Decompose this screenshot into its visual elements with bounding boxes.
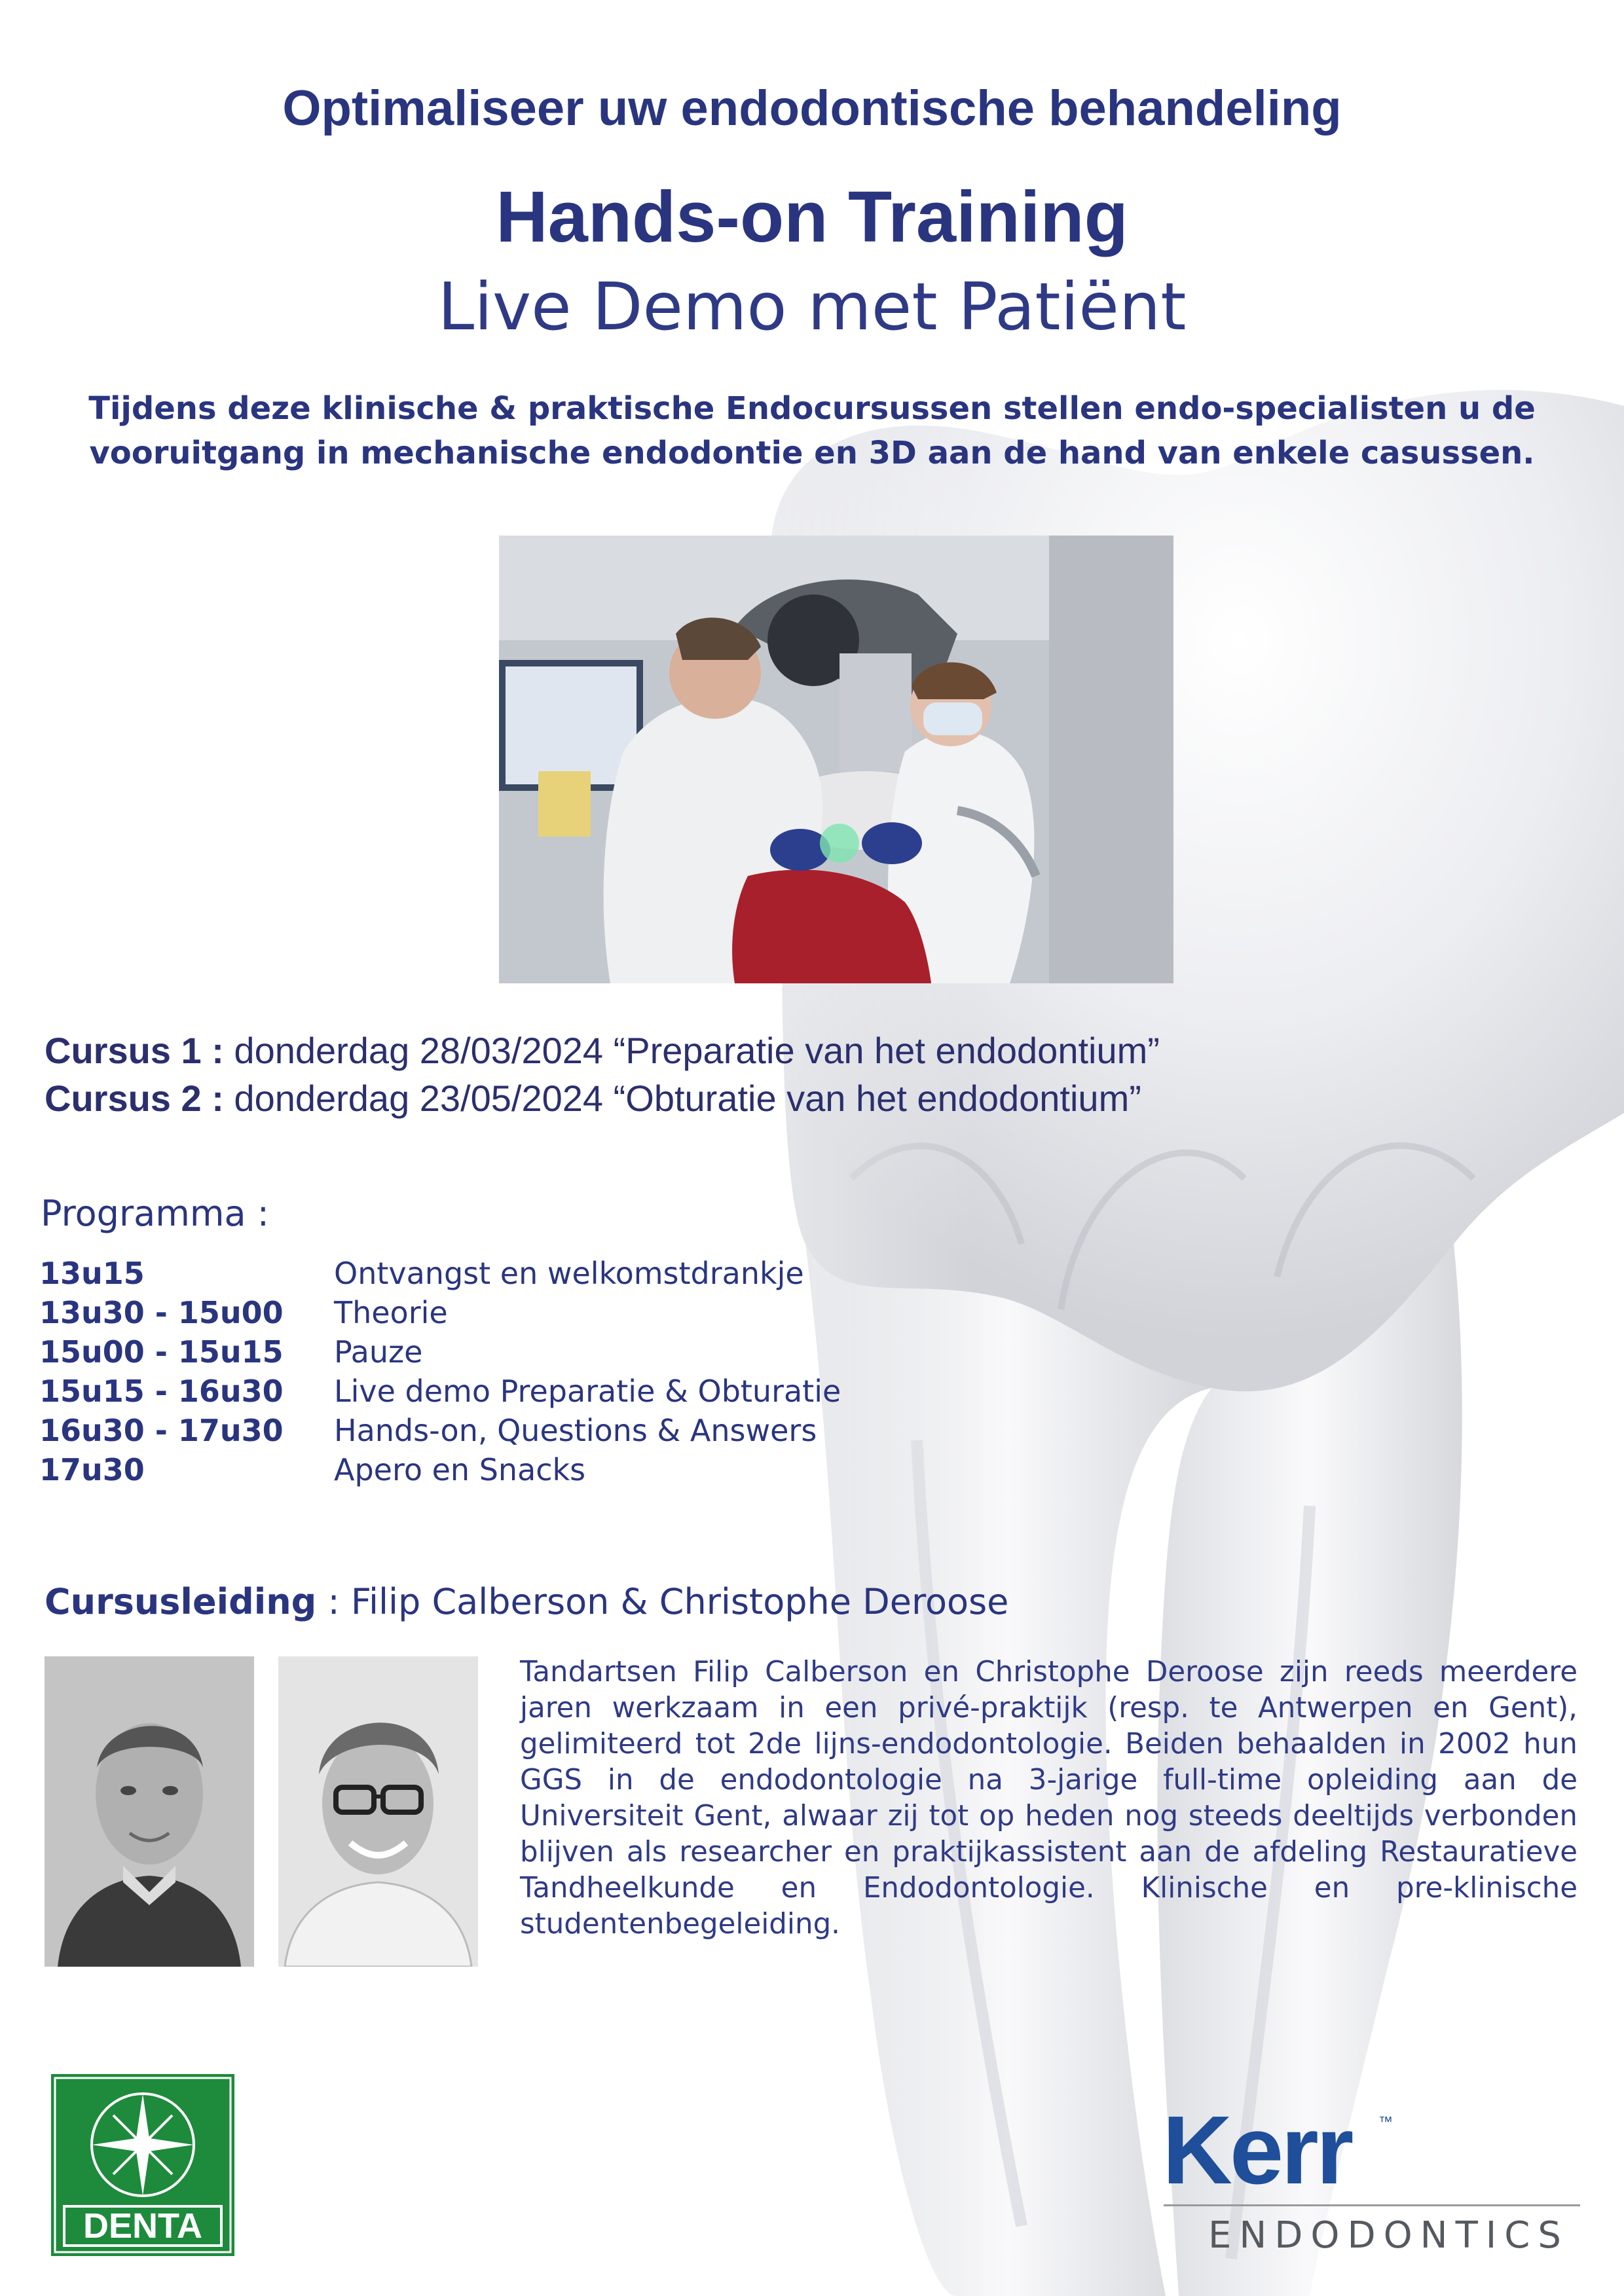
page-tagline: Live Demo met Patiënt (437, 268, 1187, 345)
denta-logo-text: DENTA (83, 2206, 202, 2246)
kerr-endodontics-logo (1162, 2096, 1581, 2259)
kerr-subtitle: ENDODONTICS (1208, 2214, 1569, 2257)
programma-activity: Pauze (334, 1334, 423, 1370)
intro-line-2: vooruitgang in mechanische endodontie en 3D aan de hand van enkele casussen. (89, 435, 1535, 471)
programma-time: 17u30 (39, 1452, 145, 1487)
course-leaders-label: Cursusleiding (45, 1581, 317, 1622)
programma-activity: Ontvangst en welkomstdrankje (334, 1256, 804, 1291)
clinical-demo-photo (499, 536, 1173, 983)
course-leaders-names: : Filip Calberson & Christophe Deroose (316, 1581, 1009, 1622)
programma-time: 16u30 - 17u30 (39, 1413, 284, 1448)
kerr-divider (1164, 2204, 1580, 2206)
page-title: Optimaliseer uw endodontische behandeling (282, 81, 1342, 136)
course-leaders (45, 1581, 1008, 1622)
course-1-label: Cursus 1 : (45, 1030, 224, 1071)
kerr-logo-text: Kerr (1162, 2096, 1352, 2204)
course-2-label: Cursus 2 : (45, 1078, 224, 1119)
denta-logo (51, 2074, 234, 2256)
programma-time: 13u15 (39, 1256, 145, 1291)
kerr-trademark: ™ (1378, 2113, 1393, 2130)
course-leaders-bio: Tandartsen Filip Calberson en Christophe Deroose zijn reeds meerdere jaren werkzaam in een privé-praktijk (resp. te Antwerpen en Gent), gelimiteerd tot 2de lijns-endodontologie. Beiden behaalden in 2002 hun GGS in de endodontologie na 3-jarige full-time opleiding aan de Universiteit Gent, alwaar zij tot op heden nog steeds deeltijds verbonden blijven als researcher en praktijkassistent aan de afdeling Restauratieve Tandheelkunde en Endodontologie. Klinische en pre-klinische studentenbegeleiding. (520, 1656, 1578, 1941)
intro-line-1: Tijdens deze klinische & praktische Endocursussen stellen endo-specialisten u de (88, 390, 1536, 427)
programma-time: 13u30 - 15u00 (39, 1295, 284, 1330)
course-1 (45, 1029, 1160, 1072)
portrait-filip-calberson (45, 1656, 254, 1967)
course-1-text: donderdag 28/03/2024 “Preparatie van het endodontium” (223, 1030, 1160, 1071)
intro-paragraph (72, 386, 1552, 475)
programma-activity: Apero en Snacks (334, 1452, 586, 1487)
programma-time: 15u00 - 15u15 (39, 1334, 284, 1370)
programma-activity: Hands-on, Questions & Answers (334, 1413, 817, 1448)
programma-time: 15u15 - 16u30 (39, 1374, 284, 1409)
course-2 (45, 1077, 1141, 1120)
course-2-text: donderdag 23/05/2024 “Obturatie van het endodontium” (223, 1078, 1141, 1119)
programma-title: Programma : (41, 1193, 269, 1234)
programma-activity: Theorie (334, 1295, 448, 1330)
page-subtitle: Hands-on Training (496, 177, 1128, 257)
programma-activity: Live demo Preparatie & Obturatie (334, 1374, 841, 1409)
portrait-christophe-deroose (278, 1656, 478, 1967)
